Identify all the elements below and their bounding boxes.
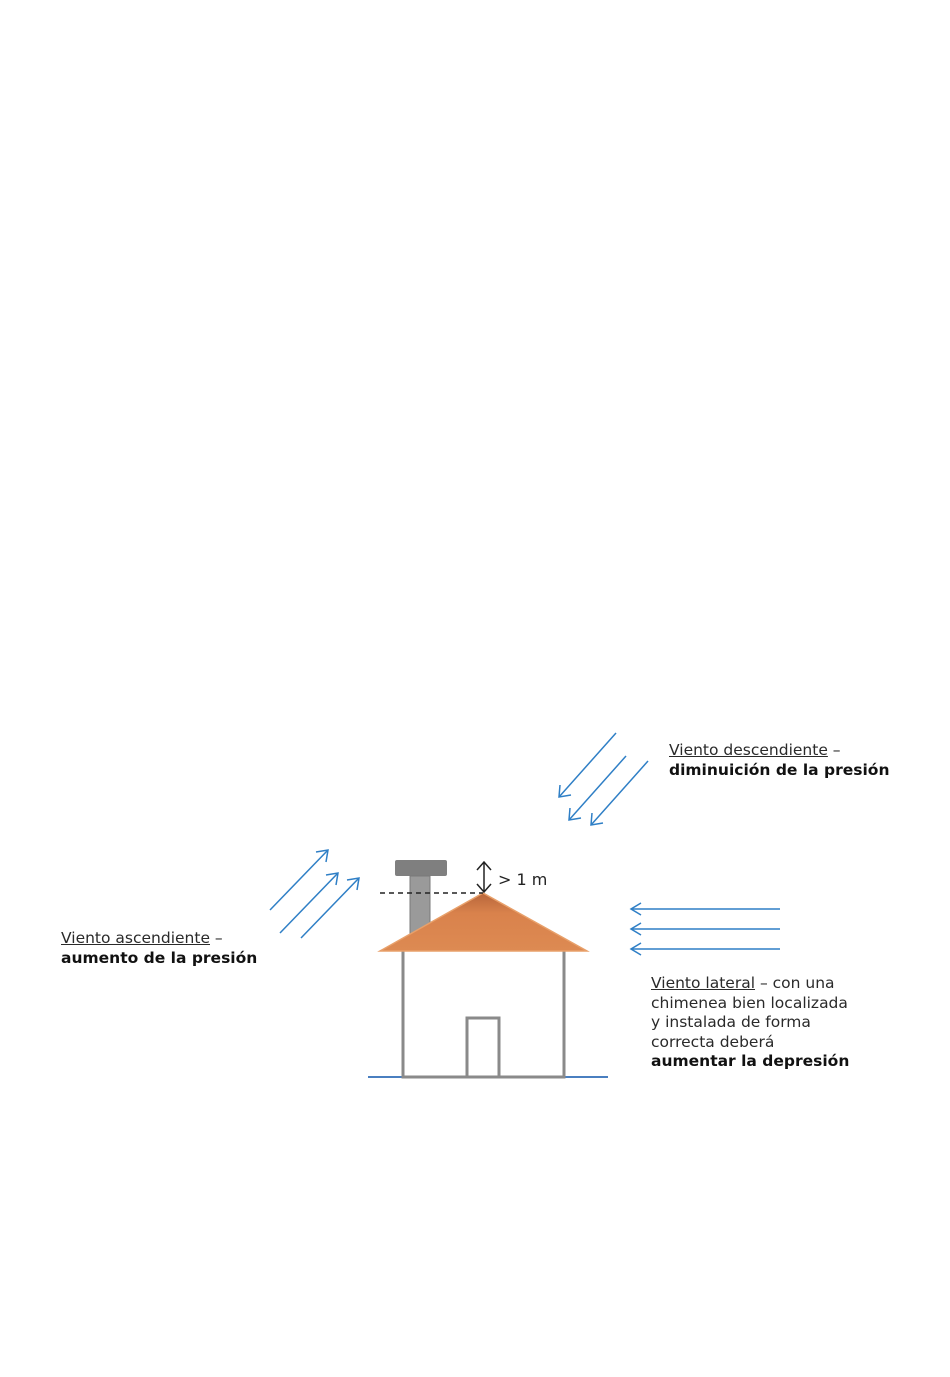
wind-arrow-icon bbox=[301, 878, 359, 938]
wind-arrow-icon bbox=[280, 873, 338, 933]
label-text: – con una bbox=[755, 974, 835, 992]
wind-arrow-icon bbox=[591, 761, 648, 825]
wind-arrow-icon bbox=[631, 923, 780, 935]
label-dash: – bbox=[210, 929, 223, 947]
house-icon bbox=[403, 950, 564, 1077]
label-text: y instalada de forma bbox=[651, 1013, 811, 1031]
label-effect: aumentar la depresión bbox=[651, 1052, 850, 1070]
label-title: Viento ascendiente bbox=[61, 929, 210, 947]
chimney-cap bbox=[395, 860, 447, 876]
wind-lateral-arrows bbox=[631, 903, 780, 955]
wind-arrow-icon bbox=[569, 756, 626, 820]
wind-arrow-icon bbox=[559, 733, 616, 797]
double-headed-arrow-icon bbox=[477, 862, 491, 892]
label-text: chimenea bien localizada bbox=[651, 993, 848, 1012]
label-dash: – bbox=[827, 741, 841, 759]
height-measurement-label: > 1 m bbox=[498, 870, 548, 889]
wind-arrow-icon bbox=[270, 850, 328, 910]
wind-ascendente-arrows bbox=[270, 850, 359, 938]
label-viento-lateral bbox=[651, 974, 849, 1072]
label-viento-descendiente bbox=[669, 741, 889, 780]
house-door bbox=[467, 1018, 499, 1077]
label-effect: diminuición de la presión bbox=[669, 760, 890, 779]
label-title: Viento lateral bbox=[651, 974, 756, 992]
wind-descendente-arrows bbox=[559, 733, 648, 825]
wind-arrow-icon bbox=[631, 903, 780, 915]
label-effect: aumento de la presión bbox=[61, 948, 258, 967]
label-text: correcta deberá bbox=[651, 1032, 775, 1051]
label-title: Viento descendiente bbox=[669, 741, 828, 759]
wind-arrow-icon bbox=[631, 943, 780, 955]
label-viento-ascendiente bbox=[61, 929, 257, 968]
